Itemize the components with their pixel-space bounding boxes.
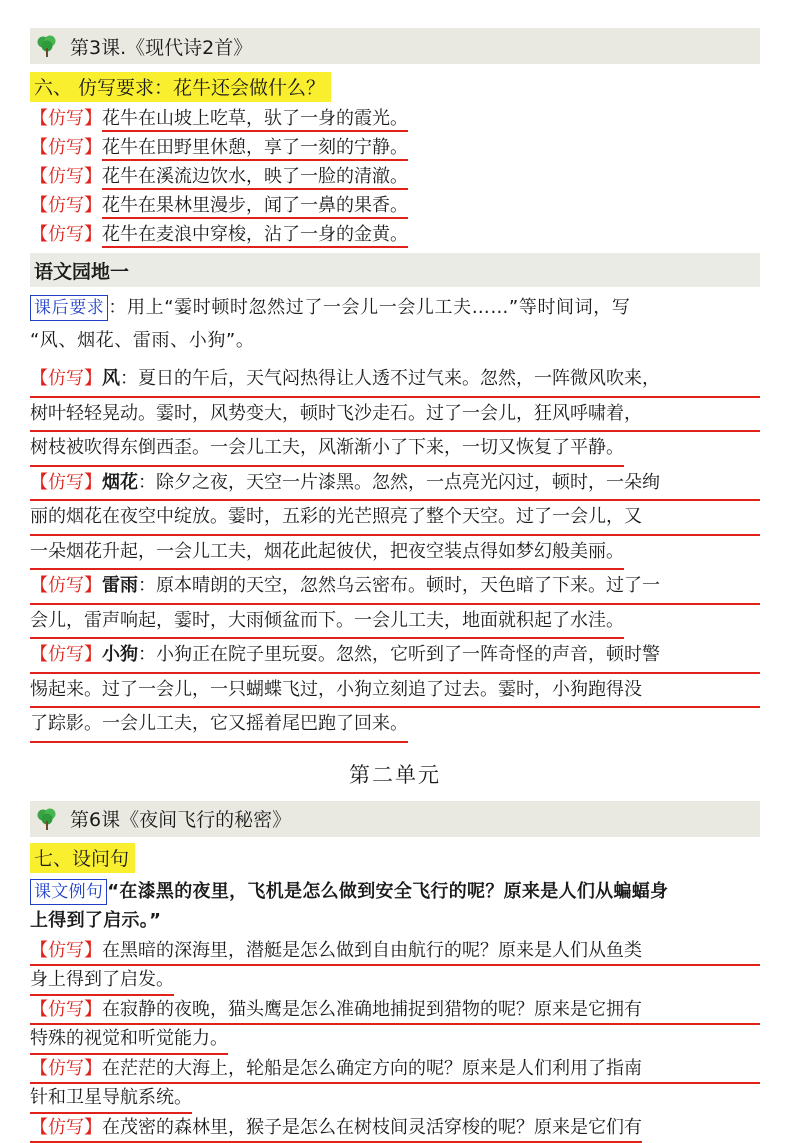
writing-sample bbox=[30, 467, 760, 571]
sample-line bbox=[30, 398, 760, 433]
imitation-text: 特殊的视觉和听觉能力。 bbox=[30, 1028, 228, 1049]
requirement bbox=[30, 291, 760, 357]
requirement-label: 课后要求 bbox=[30, 295, 108, 321]
imitation-list bbox=[30, 937, 760, 1143]
sample-subject: 风 bbox=[102, 368, 120, 389]
imitation-text: 花牛在山坡上吃草，驮了一身的霞光。 bbox=[102, 108, 408, 132]
imitation-line bbox=[30, 937, 760, 967]
sample-line bbox=[30, 501, 760, 536]
imitation-tag: 【仿写】 bbox=[30, 999, 102, 1020]
imitation-tag: 【仿写】 bbox=[30, 224, 102, 245]
sample-text: 夏日的午后，天气闷热得让人透不过气来。忽然，一阵微风吹来， bbox=[138, 368, 660, 389]
imitation-tag: 【仿写】 bbox=[30, 472, 102, 493]
sample-separator: ： bbox=[120, 368, 138, 389]
sample-separator: ： bbox=[138, 472, 156, 493]
page bbox=[30, 28, 760, 1143]
sample-separator: ： bbox=[138, 644, 156, 665]
imitation-text: 花牛在果林里漫步，闻了一鼻的果香。 bbox=[102, 195, 408, 219]
example-sentence bbox=[30, 877, 760, 935]
lesson-title: 第6课《夜间飞行的秘密》 bbox=[70, 805, 291, 832]
sample-line bbox=[30, 570, 760, 605]
sample-subject: 烟花 bbox=[102, 472, 138, 493]
imitation-item bbox=[30, 133, 760, 162]
imitation-tag: 【仿写】 bbox=[30, 368, 102, 389]
imitation-item bbox=[30, 996, 760, 1055]
imitation-text: 在寂静的夜晚，猫头鹰是怎么准确地捕捉到猎物的呢？原来是它拥有 bbox=[102, 999, 642, 1020]
imitation-item bbox=[30, 1055, 760, 1114]
sample-line bbox=[30, 605, 624, 640]
imitation-tag: 【仿写】 bbox=[30, 137, 102, 158]
sample-text: 一朵烟花升起，一会儿工夫，烟花此起彼伏，把夜空装点得如梦幻般美丽。 bbox=[30, 541, 624, 562]
section-title: 语文园地一 bbox=[34, 257, 129, 284]
example-text-2: 上得到了启示。” bbox=[30, 910, 161, 931]
sample-text: 惕起来。过了一会儿，一只蝴蝶飞过，小狗立刻追了过去。霎时，小狗跑得没 bbox=[30, 679, 642, 700]
lesson-3-title-bar bbox=[30, 28, 760, 64]
imitation-item bbox=[30, 104, 760, 133]
tree-icon bbox=[36, 807, 58, 831]
imitation-item bbox=[30, 1114, 760, 1143]
sample-text: 了踪影。一会儿工夫，它又摇着尾巴跑了回来。 bbox=[30, 713, 408, 734]
sample-text: 小狗正在院子里玩耍。忽然，它听到了一阵奇怪的声音，顿时警 bbox=[156, 644, 660, 665]
sample-text: 树枝被吹得东倒西歪。一会儿工夫，风渐渐小了下来，一切又恢复了平静。 bbox=[30, 437, 624, 458]
sample-text: 会儿，雷声响起，霎时，大雨倾盆而下。一会儿工夫，地面就积起了水洼。 bbox=[30, 610, 624, 631]
imitation-item bbox=[30, 937, 760, 996]
sample-subject: 雷雨 bbox=[102, 575, 138, 596]
imitation-tag: 【仿写】 bbox=[30, 195, 102, 216]
imitation-tag: 【仿写】 bbox=[30, 1058, 102, 1079]
example-text: “在漆黑的夜里，飞机是怎么做到安全飞行的呢？原来是人们从蝙蝠身 bbox=[107, 881, 668, 902]
sample-text: 丽的烟花在夜空中绽放。霎时，五彩的光芒照亮了整个天空。过了一会儿，又 bbox=[30, 506, 642, 527]
sample-line bbox=[30, 674, 760, 709]
imitation-text: 在茫茫的大海上，轮船是怎么确定方向的呢？原来是人们利用了指南 bbox=[102, 1058, 642, 1079]
imitation-line bbox=[30, 1114, 642, 1143]
sample-line bbox=[30, 432, 624, 467]
requirement-text-2: “风、烟花、雷雨、小狗”。 bbox=[30, 330, 254, 351]
sample-line bbox=[30, 536, 624, 571]
writing-sample bbox=[30, 639, 760, 743]
imitation-text: 花牛在溪流边饮水，映了一脸的清澈。 bbox=[102, 166, 408, 190]
imitation-line bbox=[30, 1025, 228, 1055]
imitation-text: 针和卫星导航系统。 bbox=[30, 1087, 192, 1108]
writing-sample bbox=[30, 363, 760, 467]
imitation-line bbox=[30, 1055, 760, 1085]
imitation-tag: 【仿写】 bbox=[30, 940, 102, 961]
requirement-text: ：用上“霎时顿时忽然过了一会儿一会儿工夫……”等时间词，写 bbox=[108, 297, 630, 318]
sample-text: 原本晴朗的天空，忽然乌云密布。顿时，天色暗了下来。过了一 bbox=[156, 575, 660, 596]
imitation-tag: 【仿写】 bbox=[30, 108, 102, 129]
imitation-line bbox=[30, 1084, 192, 1114]
section-title-bar bbox=[30, 253, 760, 287]
tree-icon bbox=[36, 34, 58, 58]
imitation-item bbox=[30, 220, 760, 249]
sample-line bbox=[30, 467, 760, 502]
section-heading: 六、 仿写要求：花牛还会做什么？ bbox=[30, 72, 331, 102]
imitation-line bbox=[30, 966, 174, 996]
imitation-item bbox=[30, 162, 760, 191]
unit-title: 第二单元 bbox=[30, 759, 760, 789]
section-heading: 七、设问句 bbox=[30, 843, 135, 873]
imitation-item bbox=[30, 191, 760, 220]
imitation-tag: 【仿写】 bbox=[30, 166, 102, 187]
sample-separator: ： bbox=[138, 575, 156, 596]
imitation-list bbox=[30, 104, 760, 249]
imitation-line bbox=[30, 996, 760, 1026]
lesson-title: 第3课.《现代诗2首》 bbox=[70, 33, 252, 60]
imitation-tag: 【仿写】 bbox=[30, 575, 102, 596]
sample-text: 除夕之夜，天空一片漆黑。忽然，一点亮光闪过，顿时，一朵绚 bbox=[156, 472, 660, 493]
lesson-6-title-bar bbox=[30, 801, 760, 837]
imitation-text: 在茂密的森林里，猴子是怎么在树枝间灵活穿梭的呢？原来是它们有 bbox=[102, 1117, 642, 1138]
sample-line bbox=[30, 708, 408, 743]
sample-text: 树叶轻轻晃动。霎时，风势变大，顿时飞沙走石。过了一会儿，狂风呼啸着， bbox=[30, 403, 642, 424]
example-label: 课文例句 bbox=[30, 879, 107, 905]
writing-samples bbox=[30, 363, 760, 743]
sample-line bbox=[30, 639, 760, 674]
imitation-text: 在黑暗的深海里，潜艇是怎么做到自由航行的呢？原来是人们从鱼类 bbox=[102, 940, 642, 961]
imitation-tag: 【仿写】 bbox=[30, 1117, 102, 1138]
sample-line bbox=[30, 363, 760, 398]
imitation-text: 花牛在麦浪中穿梭，沾了一身的金黄。 bbox=[102, 224, 408, 248]
imitation-text: 花牛在田野里休憩，享了一刻的宁静。 bbox=[102, 137, 408, 161]
sample-subject: 小狗 bbox=[102, 644, 138, 665]
imitation-text: 身上得到了启发。 bbox=[30, 969, 174, 990]
writing-sample bbox=[30, 570, 760, 639]
imitation-tag: 【仿写】 bbox=[30, 644, 102, 665]
